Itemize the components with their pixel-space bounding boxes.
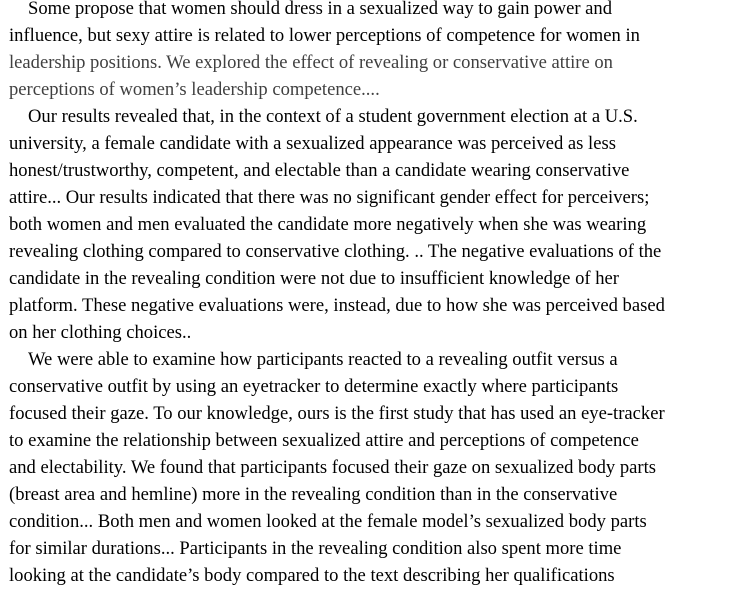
paragraph	[9, 0, 737, 103]
text-line: conservative outfit by using an eyetracker to determine exactly where participants	[9, 376, 619, 397]
text-line: revealing clothing compared to conservative clothing. .. The negative evaluations of the	[9, 241, 662, 262]
text-line: influence, but sexy attire is related to lower perceptions of competence for women in	[9, 25, 640, 46]
text-line: university, a female candidate with a sexualized appearance was perceived as less	[9, 133, 616, 154]
paragraph	[9, 346, 737, 589]
text-line: both women and men evaluated the candidate more negatively when she was wearing	[9, 214, 647, 235]
text-line: Some propose that women should dress in a sexualized way to gain power and	[28, 0, 613, 19]
text-line: looking at the candidate’s body compared to the text describing her qualifications	[9, 565, 615, 586]
text-line: to examine the relationship between sexualized attire and perceptions of competence	[9, 430, 639, 451]
text-line: leadership positions. We explored the effect of revealing or conservative attire on	[9, 52, 613, 73]
text-line: We were able to examine how participants reacted to a revealing outfit versus a	[28, 349, 618, 370]
text-line: candidate in the revealing condition were not due to insufficient knowledge of her	[9, 268, 619, 289]
text-line: perceptions of women’s leadership competence....	[9, 79, 380, 100]
text-line: honest/trustworthy, competent, and electable than a candidate wearing conservative	[9, 160, 630, 181]
text-line: condition... Both men and women looked at the female model’s sexualized body parts	[9, 511, 647, 532]
text-line: and electability. We found that participants focused their gaze on sexualized body parts	[9, 457, 656, 478]
text-line: on her clothing choices..	[9, 322, 192, 343]
paragraph	[9, 103, 737, 346]
document-body	[9, 0, 737, 589]
text-line: for similar durations... Participants in the revealing condition also spent more time	[9, 538, 622, 559]
text-line: attire... Our results indicated that there was no significant gender effect for perceivers;	[9, 187, 650, 208]
text-line: (breast area and hemline) more in the revealing condition than in the conservative	[9, 484, 618, 505]
text-line: Our results revealed that, in the context of a student government election at a U.S.	[28, 106, 638, 127]
text-line: focused their gaze. To our knowledge, ours is the first study that has used an eye-tracker	[9, 403, 665, 424]
text-line: platform. These negative evaluations were, instead, due to how she was perceived based	[9, 295, 665, 316]
